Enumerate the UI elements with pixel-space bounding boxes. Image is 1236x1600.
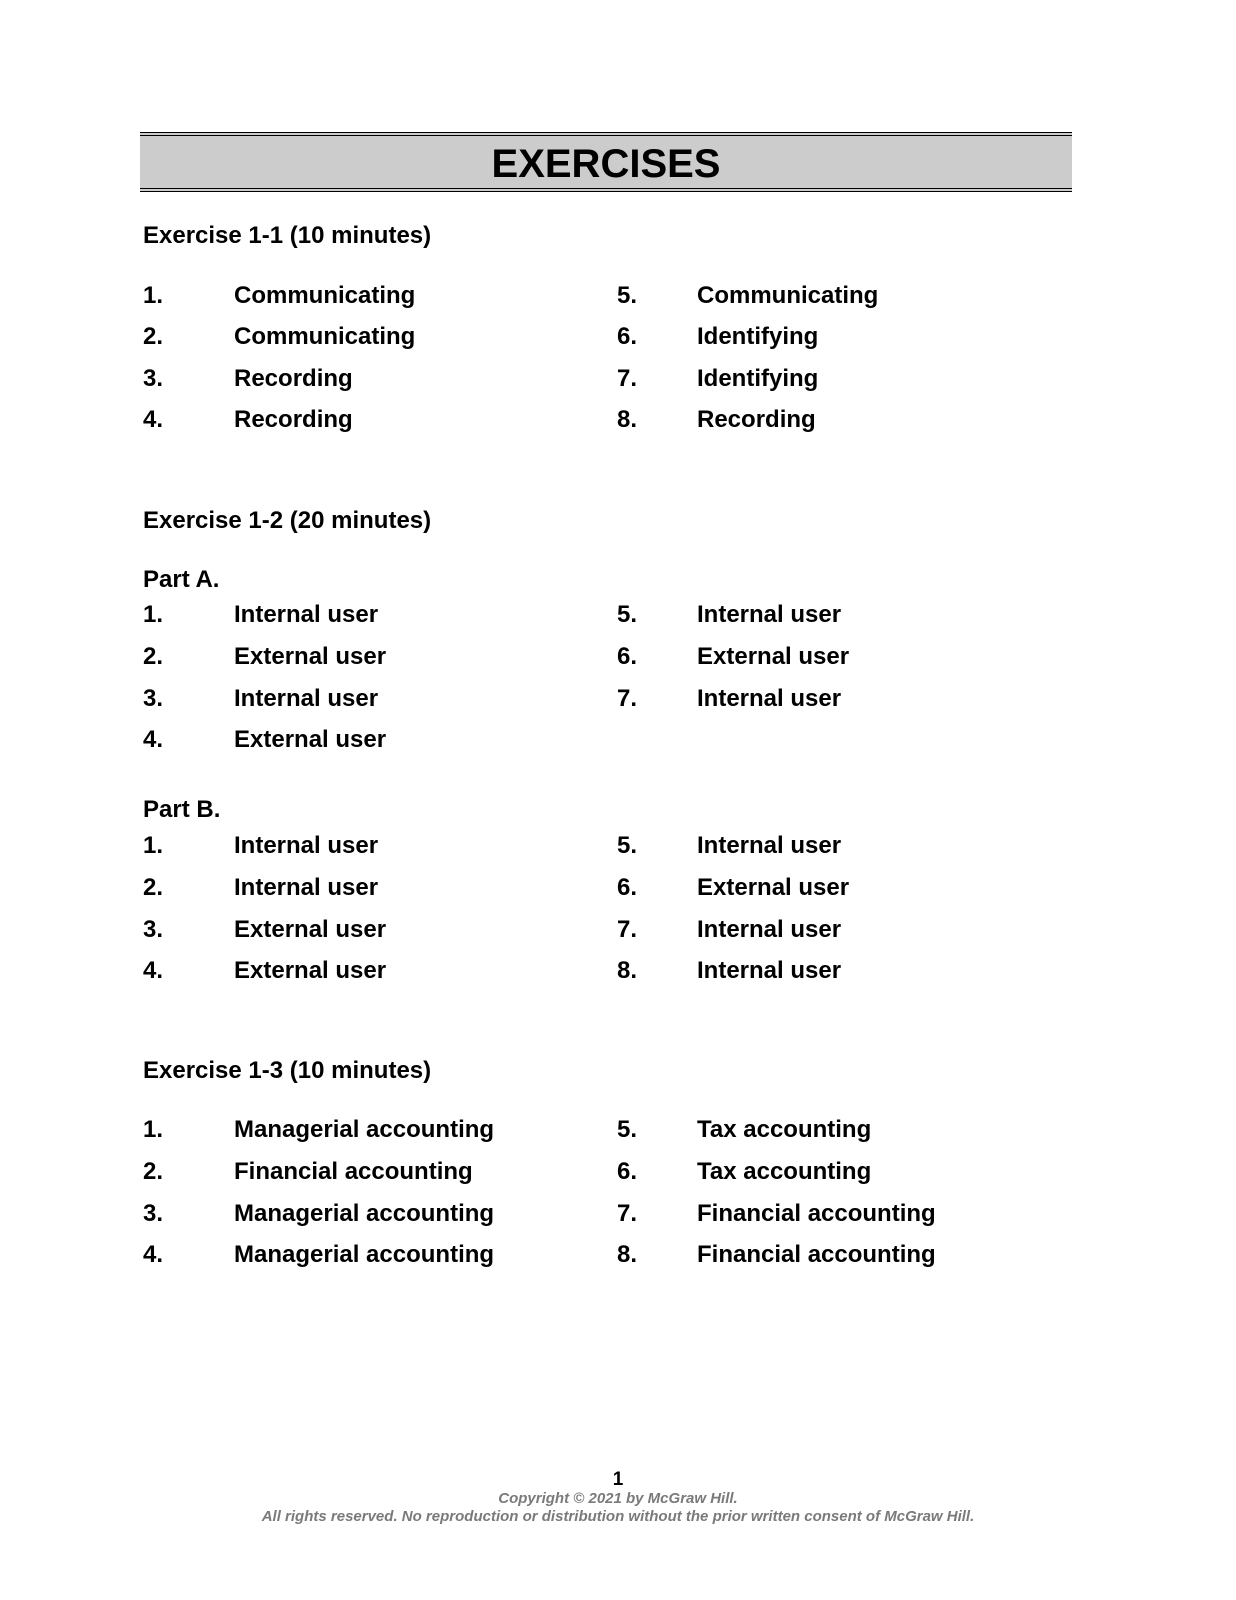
item-answer: Tax accounting xyxy=(697,1116,872,1143)
item-answer: Recording xyxy=(234,406,353,433)
item-number: 2. xyxy=(143,1158,164,1185)
exercise-1-3-heading: Exercise 1-3 (10 minutes) xyxy=(143,1057,432,1084)
item-number: 1. xyxy=(143,1116,164,1143)
item-number: 1. xyxy=(143,832,164,859)
item-number: 6. xyxy=(617,874,638,901)
item-number: 3. xyxy=(143,916,164,943)
exercises-banner xyxy=(140,132,1072,192)
item-number: 5. xyxy=(617,601,638,628)
item-answer: Financial accounting xyxy=(697,1200,936,1227)
item-number: 4. xyxy=(143,726,164,753)
item-answer: Identifying xyxy=(697,365,819,392)
item-number: 1. xyxy=(143,601,164,628)
item-number: 6. xyxy=(617,323,638,350)
item-number: 4. xyxy=(143,1241,164,1268)
item-answer: Identifying xyxy=(697,323,819,350)
item-answer: Internal user xyxy=(697,685,842,712)
item-number: 2. xyxy=(143,323,164,350)
item-answer: Recording xyxy=(697,406,816,433)
item-answer: Managerial accounting xyxy=(234,1241,495,1268)
item-answer: Communicating xyxy=(234,282,416,309)
item-answer: Communicating xyxy=(234,323,416,350)
item-answer: Internal user xyxy=(234,685,379,712)
item-number: 5. xyxy=(617,282,638,309)
item-answer: Managerial accounting xyxy=(234,1116,495,1143)
copyright-notice: Copyright © 2021 by McGraw Hill. xyxy=(498,1490,738,1507)
item-answer: External user xyxy=(697,874,850,901)
item-answer: External user xyxy=(234,957,387,984)
item-number: 7. xyxy=(617,365,638,392)
item-number: 6. xyxy=(617,1158,638,1185)
item-number: 8. xyxy=(617,406,638,433)
item-answer: External user xyxy=(234,726,387,753)
item-number: 2. xyxy=(143,643,164,670)
item-number: 8. xyxy=(617,957,638,984)
part-b-label: Part B. xyxy=(143,796,221,823)
exercise-1-1-heading: Exercise 1-1 (10 minutes) xyxy=(143,222,432,249)
item-answer: Financial accounting xyxy=(234,1158,473,1185)
item-number: 7. xyxy=(617,685,638,712)
item-answer: Recording xyxy=(234,365,353,392)
item-answer: Communicating xyxy=(697,282,879,309)
item-answer: Internal user xyxy=(697,601,842,628)
rights-notice: All rights reserved. No reproduction or distribution without the prior written consent of McGraw Hill. xyxy=(261,1508,975,1525)
page-number: 1 xyxy=(612,1469,624,1490)
item-answer: Internal user xyxy=(234,874,379,901)
item-number: 5. xyxy=(617,1116,638,1143)
item-answer: External user xyxy=(234,643,387,670)
item-number: 3. xyxy=(143,365,164,392)
page-title: EXERCISES xyxy=(491,142,721,186)
item-number: 5. xyxy=(617,832,638,859)
item-number: 6. xyxy=(617,643,638,670)
item-answer: Managerial accounting xyxy=(234,1200,495,1227)
item-number: 1. xyxy=(143,282,164,309)
item-number: 3. xyxy=(143,685,164,712)
item-number: 8. xyxy=(617,1241,638,1268)
item-answer: Financial accounting xyxy=(697,1241,936,1268)
item-answer: Tax accounting xyxy=(697,1158,872,1185)
item-answer: External user xyxy=(697,643,850,670)
item-answer: External user xyxy=(234,916,387,943)
item-number: 4. xyxy=(143,406,164,433)
item-number: 7. xyxy=(617,916,638,943)
item-number: 4. xyxy=(143,957,164,984)
item-answer: Internal user xyxy=(697,957,842,984)
item-answer: Internal user xyxy=(697,916,842,943)
item-number: 2. xyxy=(143,874,164,901)
item-answer: Internal user xyxy=(697,832,842,859)
part-a-label: Part A. xyxy=(143,566,220,593)
item-answer: Internal user xyxy=(234,832,379,859)
item-number: 3. xyxy=(143,1200,164,1227)
item-number: 7. xyxy=(617,1200,638,1227)
item-answer: Internal user xyxy=(234,601,379,628)
exercise-1-2-heading: Exercise 1-2 (20 minutes) xyxy=(143,507,432,534)
